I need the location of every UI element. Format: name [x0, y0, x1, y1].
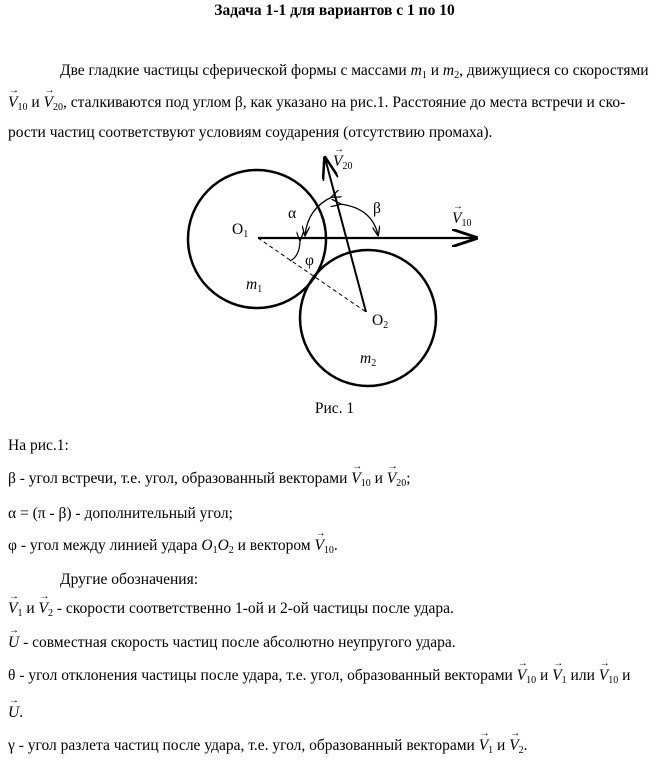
def-v1-v2: → $V_1$ $и \to V_2$ - скорости соответственно 1-ой и 2-ой частицы после удара. — [8, 600, 454, 619]
v10-label: → $V_{10}$ — [452, 210, 471, 229]
alpha-arc — [305, 197, 332, 235]
other-heading: Другие обозначения: — [60, 571, 199, 588]
page-title: Задача 1-1 для вариантов с 1 по 10 — [214, 2, 455, 19]
defs-heading: На рис.1: — [8, 437, 69, 454]
def-theta-cont: → U. — [8, 704, 23, 722]
intro-line-3: рости частиц соответствуют условиям соударения (отсутствию промаха). — [8, 124, 493, 141]
def-alpha: α = (π - β) - дополнительный угол; — [8, 505, 233, 522]
figure-caption: Рис. 1 — [314, 400, 355, 417]
m1-label: $m_1$ — [246, 276, 263, 295]
def-theta: θ - угол отклонения частицы после удара, т.е. угол, образованный векторами → $V_{10}$ $и \to V_1$ или → $V_{10}$ и — [8, 667, 630, 686]
def-beta: β - угол встречи, т.е. угол, образованный векторами → $V_{10}$ $и \to V_{20}$; — [8, 470, 411, 489]
phi-arc — [290, 240, 300, 261]
o1-label: $O_1$ — [232, 221, 249, 240]
v20-label: → $V_{20}$ — [333, 153, 352, 172]
alpha-label: α — [288, 205, 297, 222]
o2-label: $O_2$ — [372, 312, 389, 331]
def-u: → U - совместная скорость частиц после абсолютно неупругого удара. — [8, 634, 456, 652]
m2-label: $m_2$ — [360, 350, 377, 369]
def-gamma: γ - угол разлета частиц после удара, т.е. угол, образованный векторами → $V_1$ $и \to V_2$. — [8, 737, 528, 756]
intro-line-1: Две гладкие частицы сферической формы с массами $m_1$ и $m_2$, движущиеся со скоростями — [60, 62, 649, 81]
beta-label: β — [373, 200, 381, 217]
intro-line-2: → $V_{10}$ $и \to V_{20}$, сталкиваются под углом β, как указано на рис.1. Расстояние до места встречи и ско- — [8, 94, 625, 113]
phi-label: φ — [305, 252, 314, 269]
v20-vector — [325, 158, 366, 312]
def-phi: φ - угол между линией удара $O_1O_2$ и вектором → $V_{10}$. — [8, 537, 338, 556]
